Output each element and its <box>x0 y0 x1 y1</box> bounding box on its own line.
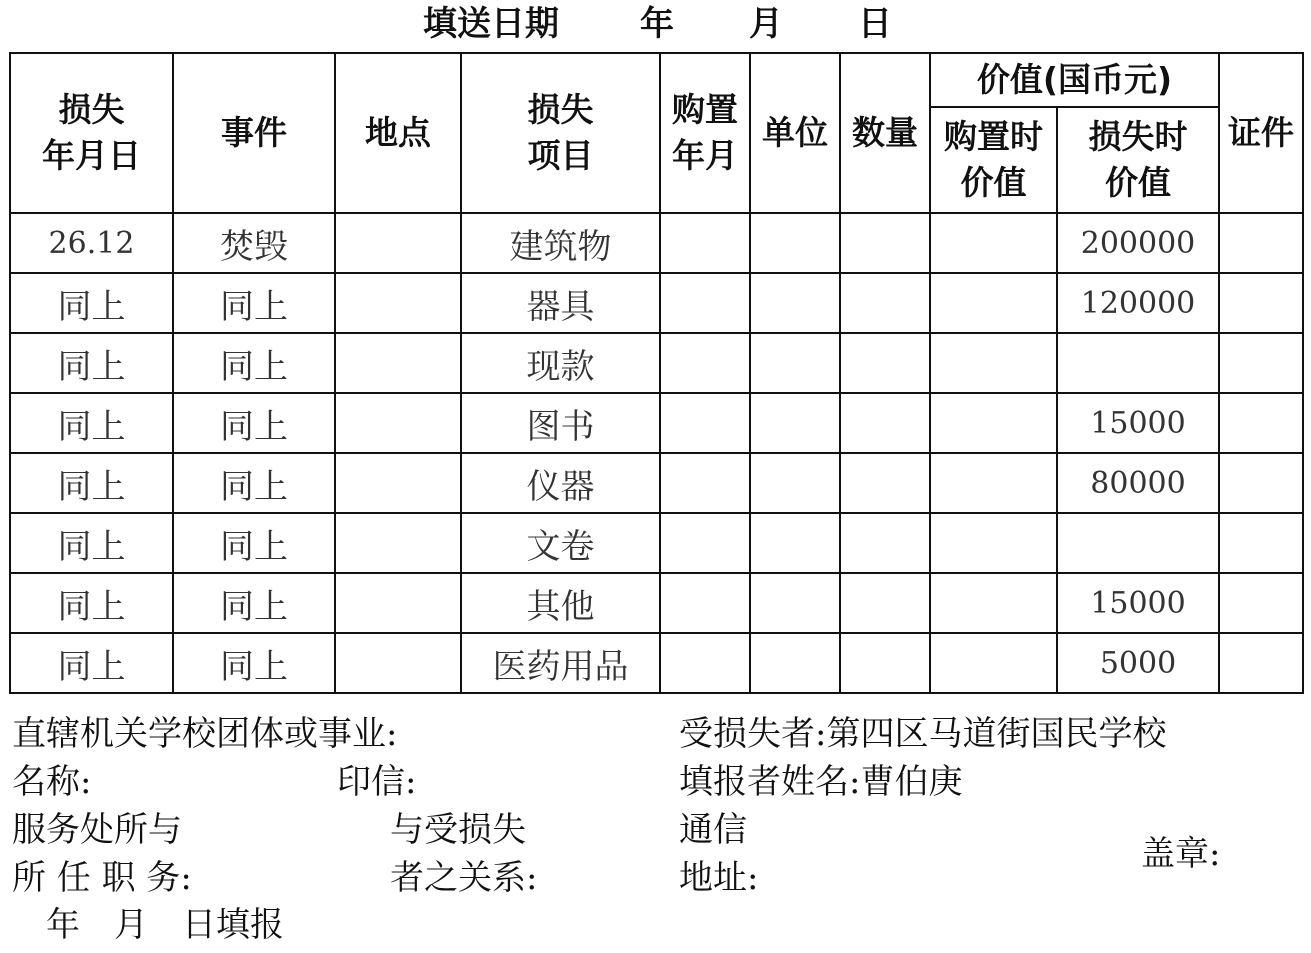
cell-value-purchase <box>930 573 1057 633</box>
reporter-name: 填报者姓名:曹伯庚 <box>679 762 963 802</box>
cell-unit <box>750 633 840 693</box>
cell-value-loss: 15000 <box>1057 573 1219 633</box>
cell-purchase-date <box>660 333 750 393</box>
fill-date-label: 填送日期 <box>423 4 559 44</box>
cell-unit <box>750 573 840 633</box>
address-label-2: 地址: <box>679 858 759 898</box>
cell-unit <box>750 393 840 453</box>
cell-event: 同上 <box>173 273 335 333</box>
year-label: 年 <box>640 4 674 44</box>
cell-quantity <box>840 573 930 633</box>
cell-place <box>335 573 461 633</box>
cell-purchase-date <box>660 213 750 273</box>
cell-value-purchase <box>930 213 1057 273</box>
cell-value-loss <box>1057 333 1219 393</box>
cell-event: 焚毁 <box>173 213 335 273</box>
cell-purchase-date <box>660 453 750 513</box>
name-label: 名称: <box>12 762 92 802</box>
cell-value-loss: 200000 <box>1057 213 1219 273</box>
cell-value-purchase <box>930 333 1057 393</box>
cell-event: 同上 <box>173 333 335 393</box>
cell-purchase-date <box>660 573 750 633</box>
table-row <box>10 393 1303 453</box>
header-purchase-date: 购置 年月 <box>660 53 750 213</box>
cell-unit <box>750 453 840 513</box>
cell-loss-date: 同上 <box>10 333 173 393</box>
cell-loss-date: 同上 <box>10 513 173 573</box>
cell-item: 医药用品 <box>461 633 660 693</box>
header-value-loss: 损失时 价值 <box>1057 107 1219 213</box>
header-event: 事件 <box>173 53 335 213</box>
cell-loss-date: 同上 <box>10 453 173 513</box>
cell-certificate <box>1219 453 1303 513</box>
cell-loss-date: 同上 <box>10 393 173 453</box>
header-value-group: 价值(国币元) <box>930 53 1219 107</box>
header-loss-date: 损失 年月日 <box>10 53 173 213</box>
cell-certificate <box>1219 213 1303 273</box>
cell-item: 文卷 <box>461 513 660 573</box>
cell-quantity <box>840 513 930 573</box>
cell-value-loss: 15000 <box>1057 393 1219 453</box>
cell-item: 现款 <box>461 333 660 393</box>
cell-value-purchase <box>930 393 1057 453</box>
cell-item: 仪器 <box>461 453 660 513</box>
cell-place <box>335 633 461 693</box>
cell-place <box>335 513 461 573</box>
cell-purchase-date <box>660 513 750 573</box>
cell-place <box>335 453 461 513</box>
cell-event: 同上 <box>173 393 335 453</box>
cell-item: 图书 <box>461 393 660 453</box>
cell-certificate <box>1219 273 1303 333</box>
cell-unit <box>750 273 840 333</box>
table-row <box>10 453 1303 513</box>
header-place: 地点 <box>335 53 461 213</box>
cell-loss-date: 同上 <box>10 273 173 333</box>
cell-event: 同上 <box>173 573 335 633</box>
cell-unit <box>750 333 840 393</box>
cell-item: 建筑物 <box>461 213 660 273</box>
cell-purchase-date <box>660 393 750 453</box>
cell-event: 同上 <box>173 513 335 573</box>
cell-value-loss: 80000 <box>1057 453 1219 513</box>
cell-event: 同上 <box>173 633 335 693</box>
cell-value-loss: 120000 <box>1057 273 1219 333</box>
relation-label: 与受损失 <box>390 810 526 850</box>
header-certificate: 证件 <box>1219 53 1303 213</box>
cell-quantity <box>840 393 930 453</box>
cell-certificate <box>1219 513 1303 573</box>
table-row <box>10 573 1303 633</box>
cell-loss-date: 同上 <box>10 633 173 693</box>
position-label: 所 任 职 务: <box>12 858 192 898</box>
relation-label-2: 者之关系: <box>390 858 538 898</box>
cell-certificate <box>1219 573 1303 633</box>
cell-value-loss <box>1057 513 1219 573</box>
cell-place <box>335 213 461 273</box>
cell-unit <box>750 213 840 273</box>
cell-value-purchase <box>930 453 1057 513</box>
filled-date: 年 月 日填报 <box>46 905 284 945</box>
header-item: 损失 项目 <box>461 53 660 213</box>
cell-quantity <box>840 333 930 393</box>
cell-purchase-date <box>660 633 750 693</box>
cell-quantity <box>840 213 930 273</box>
table-row <box>10 213 1303 273</box>
cell-value-purchase <box>930 633 1057 693</box>
cell-quantity <box>840 633 930 693</box>
day-label: 日 <box>858 4 892 44</box>
cell-purchase-date <box>660 273 750 333</box>
form-title <box>0 2 1311 46</box>
cell-certificate <box>1219 333 1303 393</box>
address-label: 通信 <box>679 810 747 850</box>
month-label: 月 <box>749 4 783 44</box>
cell-place <box>335 273 461 333</box>
cell-loss-date: 26.12 <box>10 213 173 273</box>
stamp-label: 盖章: <box>1141 834 1221 874</box>
loss-table <box>9 52 1304 694</box>
seal-label: 印信: <box>337 762 417 802</box>
cell-place <box>335 333 461 393</box>
cell-item: 器具 <box>461 273 660 333</box>
cell-value-purchase <box>930 273 1057 333</box>
table-row <box>10 273 1303 333</box>
header-unit: 单位 <box>750 53 840 213</box>
cell-quantity <box>840 453 930 513</box>
table-row <box>10 333 1303 393</box>
cell-place <box>335 393 461 453</box>
cell-value-purchase <box>930 513 1057 573</box>
victim-name: 受损失者:第四区马道街国民学校 <box>679 714 1167 754</box>
cell-event: 同上 <box>173 453 335 513</box>
cell-item: 其他 <box>461 573 660 633</box>
org-label: 直辖机关学校团体或事业: <box>12 714 398 754</box>
table-row <box>10 633 1303 693</box>
cell-quantity <box>840 273 930 333</box>
cell-loss-date: 同上 <box>10 573 173 633</box>
cell-unit <box>750 513 840 573</box>
header-value-purchase: 购置时 价值 <box>930 107 1057 213</box>
cell-certificate <box>1219 633 1303 693</box>
office-label: 服务处所与 <box>12 810 182 850</box>
cell-certificate <box>1219 393 1303 453</box>
cell-value-loss: 5000 <box>1057 633 1219 693</box>
table-row <box>10 513 1303 573</box>
header-quantity: 数量 <box>840 53 930 213</box>
